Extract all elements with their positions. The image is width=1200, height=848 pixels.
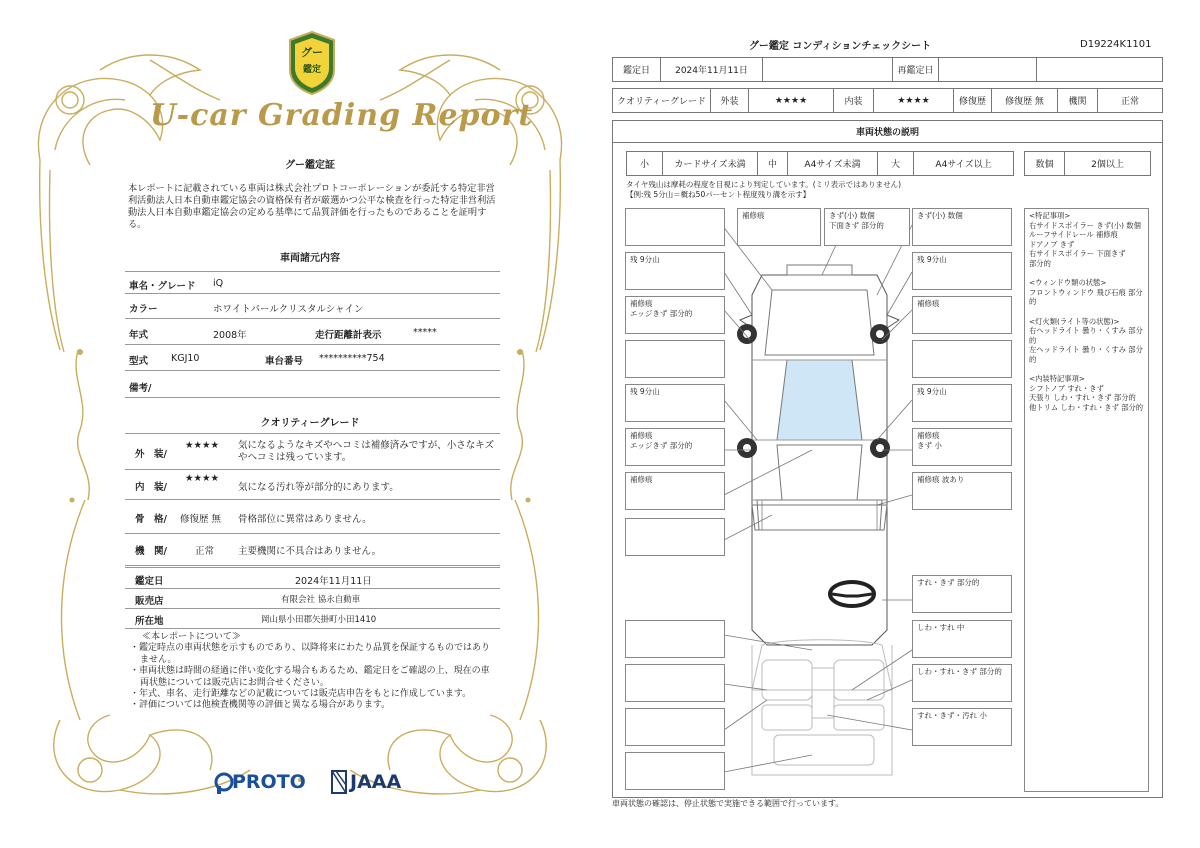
tire-note: タイヤ残山は摩耗の程度を目視により判定しています。(ミリ表示ではありません) xyxy=(626,180,902,189)
grade-table xyxy=(612,88,1163,113)
interior-box-left xyxy=(625,620,725,658)
note-line: <特記事項> xyxy=(1029,211,1071,220)
spec-row-color: カラー ホワイトパールクリスタルシャイン xyxy=(125,293,500,319)
proto-logo-icon xyxy=(214,772,234,794)
grade-label: クオリティーグレード xyxy=(613,89,711,112)
engine-value: 正常 xyxy=(1120,97,1139,107)
sheet-footer: 車両状態の確認は、停止状態で実施できる範囲で行っています。 xyxy=(612,799,844,808)
date-value: 2024年11月11日 xyxy=(661,58,763,81)
size-mid: 中 xyxy=(758,152,788,175)
repair-value: 修復歴 無 xyxy=(992,89,1058,112)
interior-box-left xyxy=(625,752,725,790)
report-notes xyxy=(128,632,498,712)
size-mid-desc: A4サイズ未満 xyxy=(788,152,878,175)
quality-row-engine: 機 関/ 正常 主要機関に不具合はありません。 xyxy=(125,534,500,566)
damage-box-right: 残 9分山 xyxy=(912,252,1012,290)
note-line: <ウィンドウ類の状態> xyxy=(1029,278,1107,288)
info-row-date: 鑑定日 2024年11月11日 xyxy=(125,567,500,589)
size-large-desc: A4サイズ以上 xyxy=(935,160,992,170)
damage-box-left: 残 9分山 xyxy=(625,384,725,422)
note-line: 左ヘッドライト 曇り・くすみ 部分的 xyxy=(1029,345,1143,364)
interior-box-left xyxy=(625,664,725,702)
note-line: 右サイドスポイラー きず(小) 数個 xyxy=(1029,220,1141,230)
interior-stars: ★★★★ xyxy=(874,89,954,112)
jaaa-logo: JAAA xyxy=(350,771,402,793)
damage-box-top: きず(小) 数個 下面きず 部分的 xyxy=(824,208,910,246)
spec-row-remarks: 備考/ xyxy=(125,371,500,398)
document-id: D19224K1101 xyxy=(1080,39,1152,50)
damage-box-left xyxy=(625,340,725,378)
size-large: 大 xyxy=(878,152,914,175)
size-small-desc: カードサイズ未満 xyxy=(663,152,758,175)
redate-value xyxy=(939,58,1037,81)
size-small: 小 xyxy=(627,152,663,175)
note-item: ・評価については他検査機関等の評価と異なる場合があります。 xyxy=(130,700,391,711)
note-line: <内装特記事項> xyxy=(1029,374,1086,384)
interior-box-right: しわ・すれ 中 xyxy=(912,620,1012,658)
script-title: U-car Grading Report xyxy=(150,98,534,133)
spec-row-model: 型式 KGJ10 車台番号 **********754 xyxy=(125,345,500,371)
note-line xyxy=(1029,269,1144,279)
damage-box-left xyxy=(625,208,725,246)
note-line xyxy=(1029,365,1144,375)
quality-row-exterior: 外 装/ ★★★★ 気になるようなキズやヘコミは補修済みですが、小さなキズやヘコミは残っています。 xyxy=(125,433,500,470)
note-item: ・鑑定時点の車両状態を示すものであり、以降将来にわたり品質を保証するものではありません。 xyxy=(130,643,491,665)
note-line: ルーフサイドレール 補修痕 xyxy=(1029,230,1118,240)
note-line: ドアノブ きず xyxy=(1029,239,1075,249)
engine-label: 機関 xyxy=(1058,89,1098,112)
spec-row-name: 車名・グレード iQ xyxy=(125,271,500,294)
quality-row-interior: 内 装/ ★★★★ 気になる汚れ等が部分的にあります。 xyxy=(125,469,500,500)
date-label: 鑑定日 xyxy=(613,58,661,81)
redate-label: 再鑑定日 xyxy=(893,58,939,81)
exterior-stars: ★★★★ xyxy=(749,89,834,112)
count-desc: 2個以上 xyxy=(1091,160,1124,170)
sheet-title: グー鑑定 コンディションチェックシート xyxy=(748,41,932,52)
damage-box-right: 補修痕 きず 小 xyxy=(912,428,1012,466)
note-line xyxy=(1029,307,1144,317)
repair-label: 修復歴 xyxy=(954,89,992,112)
info-row-dealer: 販売店 有限会社 協永自動車 xyxy=(125,588,500,609)
note-line: <灯火類(ライト等の状態)> xyxy=(1029,316,1120,326)
date-table xyxy=(612,57,1163,82)
damage-box-top: 補修痕 xyxy=(737,208,821,246)
exterior-label: 外装 xyxy=(711,89,749,112)
notes-heading: ≪本レポートについて≫ xyxy=(142,632,241,642)
note-item: ・車両状態は時間の経過に伴い変化する場合もあるため、鑑定日をご確認の上、現在の車両状態については販売店にお問合せください。 xyxy=(130,666,490,688)
interior-box-right: すれ・きず 部分的 xyxy=(912,575,1012,613)
condition-heading: 車両状態の説明 xyxy=(612,120,1163,143)
note-line: 右サイドスポイラー 下面きず xyxy=(1029,249,1126,259)
note-line: 天張り しわ・すれ・きず 部分的 xyxy=(1029,393,1136,403)
badge-bottom-text: 鑑定 xyxy=(302,65,321,75)
spec-row-year: 年式 2008年 走行距離計表示 ***** xyxy=(125,319,500,345)
jaaa-logo-icon xyxy=(328,769,350,795)
note-item: ・年式、車名、走行距離などの記載については販売店申告をもとに作成しています。 xyxy=(130,689,472,700)
certificate-statement: 本レポートに記載されている車両は株式会社プロトコーポレーションが委託する特定非営利活動法人日本自動車鑑定協会の資格保有者が厳選かつ公平な検査を行った特定非営利活動法人日本自動車鑑定協会の定める基準にて品質評価を行ったものであることを証明する。 xyxy=(128,183,496,230)
note-line: シフトノブ すれ・きず xyxy=(1029,383,1104,393)
date-blank xyxy=(763,58,893,81)
damage-box-right: 補修痕 xyxy=(912,296,1012,334)
damage-box-right: 補修痕 波あり xyxy=(912,472,1012,510)
quality-heading: クオリティーグレード xyxy=(260,418,360,429)
badge-top-text: グー xyxy=(301,46,323,59)
note-line: 右ヘッドライト 曇り・くすみ 部分的 xyxy=(1029,326,1143,345)
interior-box-right: しわ・すれ・きず 部分的 xyxy=(912,664,1012,702)
note-line: フロントウィンドウ 飛び石痕 部分的 xyxy=(1029,287,1143,307)
interior-box-right: すれ・きず・汚れ 小 xyxy=(912,708,1012,746)
damage-box-left: 補修痕 エッジきず 部分的 xyxy=(625,296,725,334)
interior-label: 内装 xyxy=(834,89,874,112)
damage-box-right: 残 9分山 xyxy=(912,384,1012,422)
interior-box-left xyxy=(625,708,725,746)
size-legend xyxy=(626,151,1014,176)
certificate-heading: グー鑑定証 xyxy=(285,160,335,171)
note-line: 他トリム しわ・すれ・きず 部分的 xyxy=(1029,402,1144,412)
quality-row-frame: 骨 格/ 修復歴 無 骨格部位に異常はありません。 xyxy=(125,500,500,534)
special-notes-panel xyxy=(1024,208,1149,792)
proto-logo: PROTO xyxy=(232,771,306,793)
damage-box-top: きず(小) 数個 xyxy=(912,208,1012,246)
damage-box-left: 補修痕 xyxy=(625,472,725,510)
count-legend xyxy=(1024,151,1151,176)
spec-heading: 車両諸元内容 xyxy=(280,253,340,264)
damage-box-left xyxy=(625,518,725,556)
redate-blank xyxy=(1037,58,1162,81)
damage-box-right xyxy=(912,340,1012,378)
note-line: 部分的 xyxy=(1029,258,1051,268)
count-label: 数個 xyxy=(1025,152,1065,175)
tire-example: 【例:残 5分山＝概ね50パーセント程度残り溝を示す】 xyxy=(626,190,811,199)
damage-box-left: 残 9分山 xyxy=(625,252,725,290)
damage-box-left: 補修痕 エッジきず 部分的 xyxy=(625,428,725,466)
info-row-location: 所在地 岡山県小田郡矢掛町小田1410 xyxy=(125,609,500,629)
